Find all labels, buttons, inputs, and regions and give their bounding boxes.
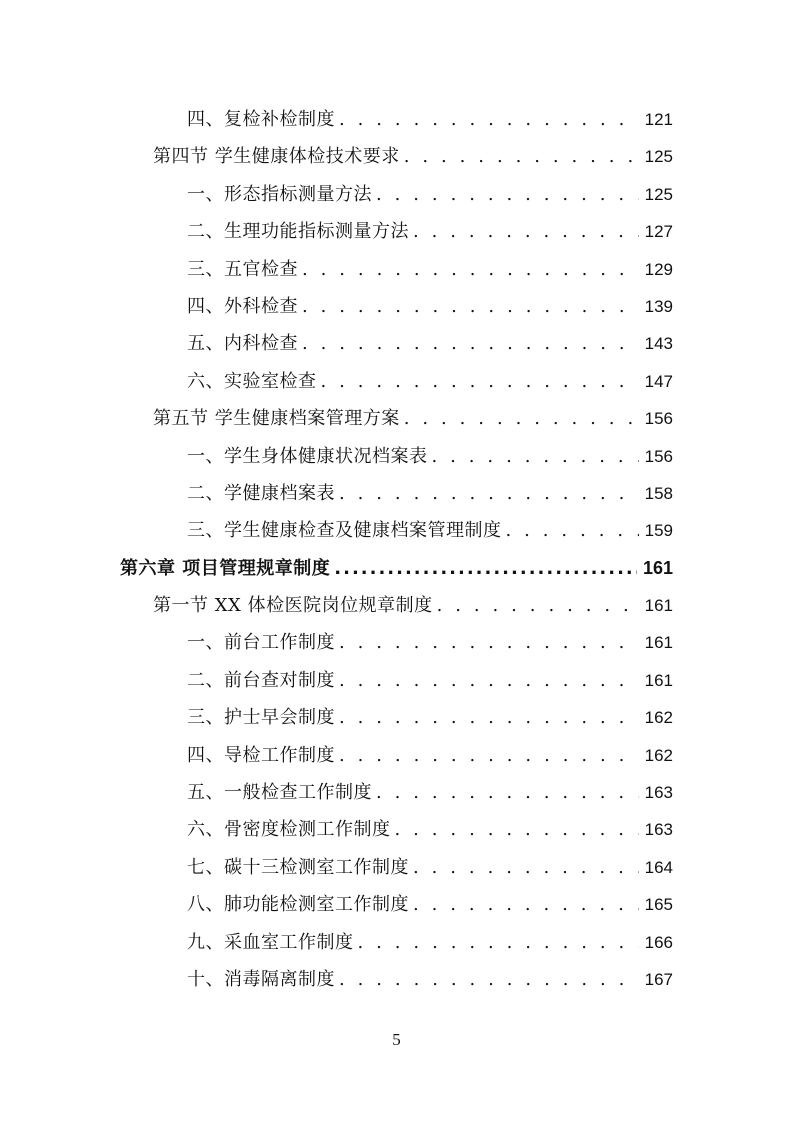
toc-dot-leader	[506, 512, 639, 549]
toc-entry-page: 166	[644, 932, 673, 952]
toc-entry[interactable]	[0, 737, 793, 774]
toc-section-entry[interactable]	[0, 400, 793, 437]
toc-entry-page: 161	[644, 670, 673, 690]
toc-dot-leader	[437, 587, 639, 624]
toc-entry-title: 二、前台查对制度	[187, 669, 335, 691]
toc-entry-title: 三、护士早会制度	[187, 707, 335, 729]
toc-entry-title: 八、肺功能检测室工作制度	[187, 894, 409, 916]
toc-entry-title: 第一节 XX 体检医院岗位规章制度	[153, 595, 433, 617]
toc-entry-title: 第四节 学生健康体检技术要求	[153, 146, 400, 168]
page-number: 5	[392, 1030, 401, 1049]
toc-entry[interactable]	[0, 512, 793, 549]
toc-entry-page: 147	[644, 371, 673, 391]
toc-entry[interactable]	[0, 774, 793, 811]
toc-entry-page: 121	[644, 110, 673, 129]
toc-dot-leader	[395, 811, 639, 848]
toc-entry-page: 161	[644, 633, 673, 653]
toc-entry-title: 二、学健康档案表	[187, 482, 335, 504]
toc-entry-title: 三、学生健康检查及健康档案管理制度	[187, 520, 502, 542]
toc-entry-title: 九、采血室工作制度	[187, 931, 354, 953]
toc-dot-leader	[413, 213, 639, 250]
toc-entry-page: 125	[644, 147, 673, 167]
toc-entry-title: 五、内科检查	[187, 333, 298, 355]
toc-entry[interactable]	[0, 849, 793, 886]
toc-chapter-entry[interactable]	[0, 550, 793, 587]
toc-dot-leader	[339, 475, 639, 512]
toc-entry[interactable]	[0, 363, 793, 400]
toc-entry-title: 四、导检工作制度	[187, 744, 335, 766]
toc-entry-page: 162	[644, 708, 673, 728]
toc-dot-leader	[334, 550, 637, 587]
toc-dot-leader	[339, 961, 639, 998]
toc-entry[interactable]	[0, 101, 793, 138]
toc-entry-title: 四、外科检查	[187, 295, 298, 317]
toc-entry-title: 七、碳十三检测室工作制度	[187, 856, 409, 878]
toc-entry-title: 二、生理功能指标测量方法	[187, 221, 409, 243]
toc-entry-page: 165	[644, 895, 673, 915]
toc-dot-leader	[302, 325, 639, 362]
toc-entry-title: 一、学生身体健康状况档案表	[187, 445, 428, 467]
toc-entry-page: 163	[644, 783, 673, 803]
toc-dot-leader	[376, 176, 639, 213]
toc-entry[interactable]	[0, 438, 793, 475]
toc-dot-leader	[413, 886, 639, 923]
toc-entry-title: 一、前台工作制度	[187, 632, 335, 654]
toc-entry-page: 139	[644, 296, 673, 316]
toc-entry-title: 第六章 项目管理规章制度	[120, 557, 331, 579]
toc-entry-page: 161	[642, 557, 673, 578]
toc-entry-page: 162	[644, 745, 673, 765]
toc-entry[interactable]	[0, 886, 793, 923]
toc-entry-page: 127	[644, 222, 673, 242]
toc-entry-page: 125	[644, 184, 673, 204]
toc-entry-page: 161	[644, 596, 673, 616]
toc-entry[interactable]	[0, 924, 793, 961]
toc-entry[interactable]	[0, 624, 793, 661]
toc-entry-page: 159	[644, 521, 673, 541]
toc-entry-page: 156	[644, 409, 673, 429]
toc-entry[interactable]	[0, 699, 793, 736]
toc-entry[interactable]	[0, 662, 793, 699]
toc-entry[interactable]	[0, 325, 793, 362]
toc-entry-page: 156	[644, 446, 673, 466]
toc-dot-leader	[339, 737, 639, 774]
toc-entry[interactable]	[0, 811, 793, 848]
toc-entry-page: 158	[644, 483, 673, 503]
toc-entry-page: 167	[644, 969, 673, 989]
toc-entry-title: 五、一般检查工作制度	[187, 782, 372, 804]
toc-entry-title: 六、实验室检查	[187, 370, 317, 392]
toc-dot-leader	[321, 363, 639, 400]
toc-dot-leader	[339, 624, 639, 661]
toc-entry[interactable]	[0, 176, 793, 213]
toc-dot-leader	[339, 699, 639, 736]
toc-dot-leader	[432, 438, 639, 475]
toc-entry-page: 129	[644, 259, 673, 279]
toc-entry-title: 一、形态指标测量方法	[187, 183, 372, 205]
toc-section-entry[interactable]	[0, 587, 793, 624]
toc-entry-title: 四、复检补检制度	[187, 109, 335, 130]
toc-entry[interactable]	[0, 213, 793, 250]
toc-entry-title: 第五节 学生健康档案管理方案	[153, 408, 400, 430]
toc-entry-title: 十、消毒隔离制度	[187, 968, 335, 990]
toc-dot-leader	[339, 101, 639, 138]
toc-entry[interactable]	[0, 288, 793, 325]
toc-entry[interactable]	[0, 475, 793, 512]
toc-dot-leader	[358, 924, 639, 961]
toc-dot-leader	[404, 400, 639, 437]
toc-entry-page: 164	[644, 857, 673, 877]
toc-entry-page: 143	[644, 334, 673, 354]
toc-dot-leader	[339, 662, 639, 699]
toc-section-entry[interactable]	[0, 138, 793, 175]
toc-dot-leader	[404, 138, 639, 175]
toc-entry-page: 163	[644, 820, 673, 840]
toc-entry-title: 六、骨密度检测工作制度	[187, 819, 391, 841]
toc-dot-leader	[376, 774, 639, 811]
toc-dot-leader	[302, 251, 639, 288]
table-of-contents	[0, 101, 793, 998]
toc-entry[interactable]	[0, 251, 793, 288]
toc-entry-title: 三、五官检查	[187, 258, 298, 280]
toc-dot-leader	[302, 288, 639, 325]
toc-entry[interactable]	[0, 961, 793, 998]
toc-dot-leader	[413, 849, 639, 886]
